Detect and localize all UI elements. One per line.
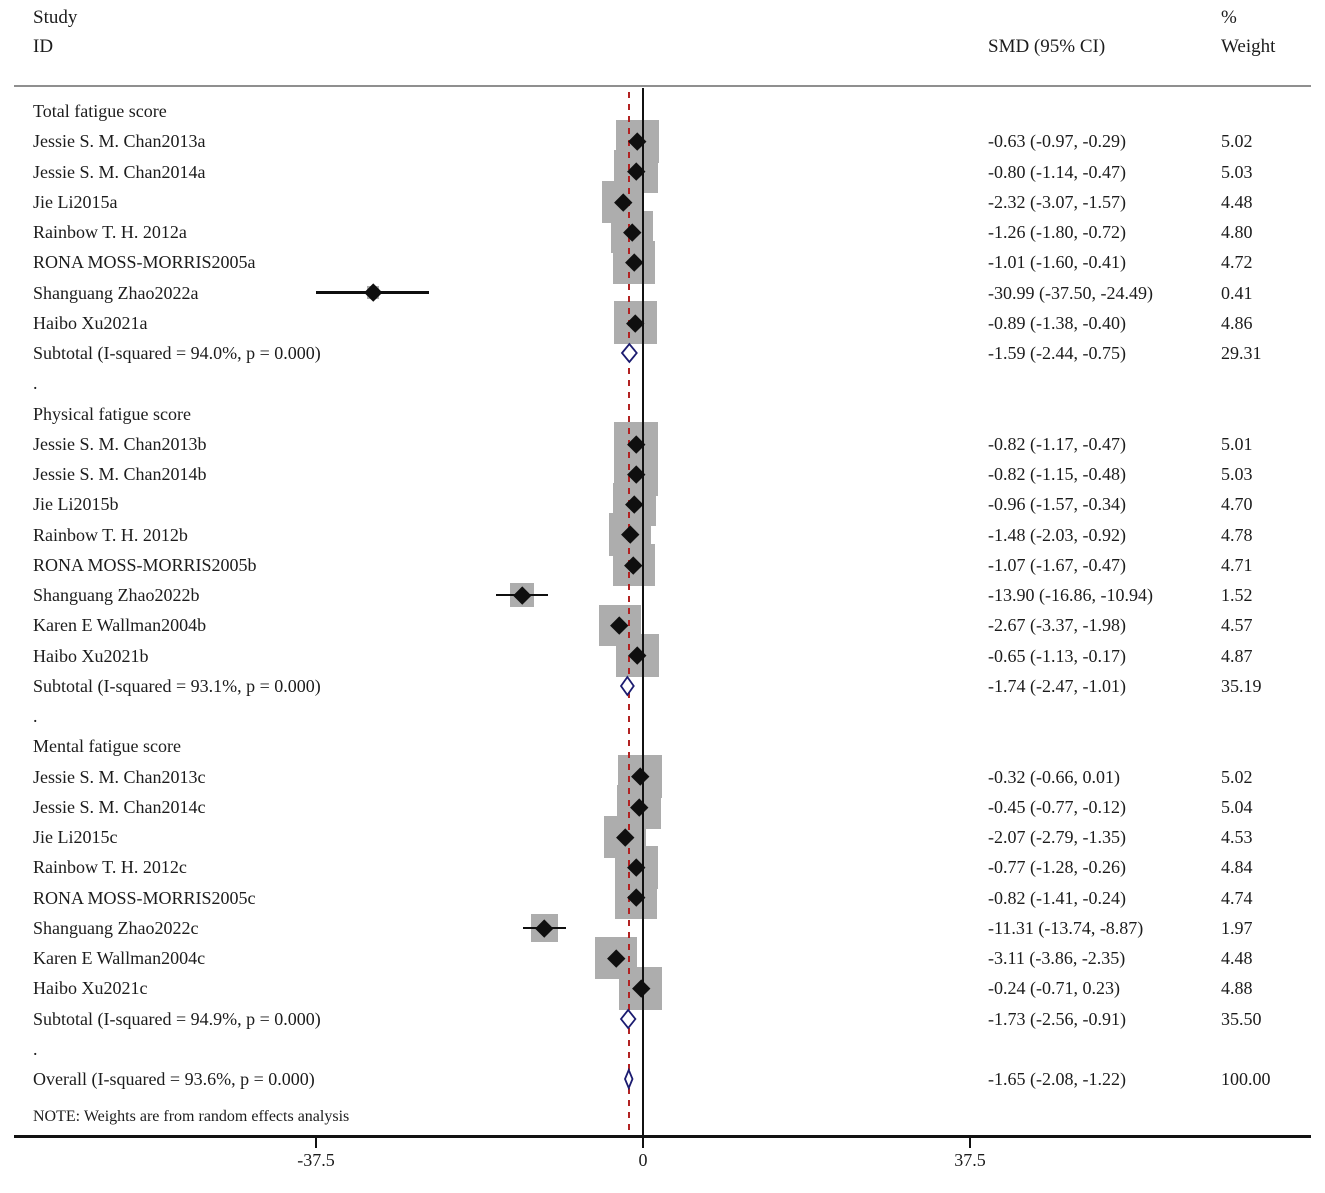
smd-ci-value: -2.67 (-3.37, -1.98) (988, 615, 1126, 636)
study-label: Karen E Wallman2004b (33, 615, 207, 636)
study-row (0, 489, 1325, 519)
smd-ci-value: -0.80 (-1.14, -0.47) (988, 161, 1126, 182)
subtotal-row (0, 1004, 1325, 1034)
column-header-id: ID (33, 36, 54, 57)
smd-ci-value: -0.82 (-1.15, -0.48) (988, 464, 1126, 484)
smd-ci-value: -0.77 (-1.28, -0.26) (988, 857, 1126, 878)
overall-row (0, 1064, 1325, 1094)
study-row (0, 852, 1325, 882)
subtotal-label: Subtotal (I-squared = 94.9%, p = 0.000) (33, 1008, 321, 1029)
study-label: RONA MOSS-MORRIS2005a (33, 252, 256, 273)
study-row (0, 973, 1325, 1003)
smd-ci-value: -1.07 (-1.67, -0.47) (988, 554, 1126, 575)
smd-ci-value: -3.11 (-3.86, -2.35) (988, 948, 1126, 968)
weight-value: 4.74 (1221, 887, 1253, 908)
smd-ci-value: -1.01 (-1.60, -0.41) (988, 252, 1126, 273)
group-label-row (0, 399, 1325, 429)
x-axis-line (14, 1135, 1311, 1138)
study-label: Rainbow T. H. 2012a (33, 222, 187, 242)
spacer-row (0, 701, 1325, 731)
spacer-row (0, 1034, 1325, 1064)
column-header-weight: Weight (1221, 36, 1276, 57)
spacer-dot: . (33, 706, 38, 726)
study-row (0, 429, 1325, 459)
weight-value: 5.02 (1221, 131, 1253, 152)
study-row (0, 641, 1325, 671)
smd-ci-value: -0.32 (-0.66, 0.01) (988, 766, 1120, 787)
study-label: Haibo Xu2021a (33, 312, 148, 333)
study-row (0, 157, 1325, 187)
study-label: Shanguang Zhao2022b (33, 585, 200, 605)
study-row (0, 126, 1325, 156)
spacer-row (0, 368, 1325, 398)
study-row (0, 943, 1325, 973)
smd-ci-value: -2.07 (-2.79, -1.35) (988, 827, 1126, 847)
weight-value: 1.52 (1221, 585, 1253, 605)
weight-value: 4.53 (1221, 827, 1253, 847)
study-label: Jessie S. M. Chan2013b (33, 433, 207, 454)
note-text: NOTE: Weights are from random effects analysis (33, 1108, 350, 1125)
weight-value: 4.72 (1221, 252, 1253, 273)
study-row (0, 520, 1325, 550)
weight-value: 4.71 (1221, 554, 1253, 575)
study-label: Shanguang Zhao2022c (33, 917, 199, 938)
weight-value: 5.03 (1221, 161, 1253, 182)
group-label-label: Total fatigue score (33, 101, 167, 121)
study-label: Haibo Xu2021c (33, 978, 148, 999)
study-row (0, 792, 1325, 822)
smd-ci-value: -1.65 (-2.08, -1.22) (988, 1069, 1126, 1089)
study-row (0, 550, 1325, 580)
subtotal-row (0, 338, 1325, 368)
weight-value: 4.80 (1221, 222, 1253, 242)
study-label: Karen E Wallman2004c (33, 948, 206, 968)
weight-value: 5.01 (1221, 433, 1253, 454)
weight-value: 0.41 (1221, 282, 1253, 303)
weight-value: 4.48 (1221, 948, 1253, 968)
group-label-row (0, 731, 1325, 761)
weight-value: 35.19 (1221, 675, 1262, 696)
study-label: Haibo Xu2021b (33, 645, 149, 666)
study-label: Jessie S. M. Chan2014a (33, 161, 206, 182)
study-label: Jessie S. M. Chan2014c (33, 796, 206, 817)
spacer-dot: . (33, 373, 38, 394)
study-row (0, 762, 1325, 792)
column-header-percent: % (1221, 7, 1237, 28)
x-axis-tick-label: 37.5 (954, 1150, 986, 1170)
smd-ci-value: -1.73 (-2.56, -0.91) (988, 1008, 1126, 1029)
study-row (0, 459, 1325, 489)
study-row (0, 217, 1325, 247)
smd-ci-value: -0.82 (-1.17, -0.47) (988, 433, 1126, 454)
smd-ci-value: -0.89 (-1.38, -0.40) (988, 312, 1126, 333)
weight-value: 100.00 (1221, 1069, 1271, 1089)
column-header-study: Study (33, 7, 78, 28)
weight-value: 5.03 (1221, 464, 1253, 484)
study-label: Jie Li2015a (33, 191, 118, 212)
study-label: Jessie S. M. Chan2013c (33, 766, 206, 787)
study-label: Jie Li2015b (33, 494, 119, 515)
x-axis-tick-label: -37.5 (297, 1150, 335, 1170)
smd-ci-value: -0.82 (-1.41, -0.24) (988, 887, 1126, 908)
weight-value: 4.86 (1221, 312, 1253, 333)
smd-ci-value: -1.59 (-2.44, -0.75) (988, 343, 1126, 363)
weight-value: 35.50 (1221, 1008, 1262, 1029)
study-row (0, 822, 1325, 852)
subtotal-label: Subtotal (I-squared = 94.0%, p = 0.000) (33, 343, 321, 363)
smd-ci-value: -13.90 (-16.86, -10.94) (988, 585, 1153, 605)
weight-value: 4.57 (1221, 615, 1253, 636)
study-row (0, 278, 1325, 308)
study-label: Jessie S. M. Chan2014b (33, 464, 207, 484)
x-axis-tick-label: 0 (638, 1150, 648, 1170)
weight-value: 4.84 (1221, 857, 1253, 878)
group-label-row (0, 96, 1325, 126)
study-row (0, 308, 1325, 338)
weight-value: 4.78 (1221, 524, 1253, 545)
smd-ci-value: -0.45 (-0.77, -0.12) (988, 796, 1126, 817)
weight-value: 5.02 (1221, 766, 1253, 787)
smd-ci-value: -0.63 (-0.97, -0.29) (988, 131, 1126, 152)
weight-value: 4.87 (1221, 645, 1253, 666)
study-label: Jie Li2015c (33, 827, 118, 847)
group-label-label: Physical fatigue score (33, 403, 191, 424)
smd-ci-value: -1.48 (-2.03, -0.92) (988, 524, 1126, 545)
smd-ci-value: -2.32 (-3.07, -1.57) (988, 191, 1126, 212)
smd-ci-value: -30.99 (-37.50, -24.49) (988, 282, 1153, 303)
study-label: RONA MOSS-MORRIS2005b (33, 554, 257, 575)
subtotal-label: Subtotal (I-squared = 93.1%, p = 0.000) (33, 675, 321, 696)
smd-ci-value: -0.24 (-0.71, 0.23) (988, 978, 1120, 999)
group-label-label: Mental fatigue score (33, 736, 181, 757)
smd-ci-value: -11.31 (-13.74, -8.87) (988, 917, 1144, 938)
smd-ci-value: -1.74 (-2.47, -1.01) (988, 675, 1126, 696)
smd-ci-value: -0.96 (-1.57, -0.34) (988, 494, 1126, 515)
study-row (0, 580, 1325, 610)
spacer-dot: . (33, 1038, 38, 1059)
weight-value: 5.04 (1221, 796, 1253, 817)
weight-value: 1.97 (1221, 917, 1253, 938)
subtotal-row (0, 671, 1325, 701)
study-label: RONA MOSS-MORRIS2005c (33, 887, 256, 908)
weight-value: 4.88 (1221, 978, 1253, 999)
study-row (0, 247, 1325, 277)
study-label: Rainbow T. H. 2012c (33, 857, 187, 878)
study-label: Rainbow T. H. 2012b (33, 524, 188, 545)
study-row (0, 883, 1325, 913)
smd-ci-value: -0.65 (-1.13, -0.17) (988, 645, 1126, 666)
weight-value: 29.31 (1221, 343, 1262, 363)
study-label: Shanguang Zhao2022a (33, 282, 199, 303)
weight-value: 4.48 (1221, 191, 1253, 212)
weight-value: 4.70 (1221, 494, 1253, 515)
study-row (0, 610, 1325, 640)
column-header-smd-ci: SMD (95% CI) (988, 36, 1106, 57)
study-row (0, 187, 1325, 217)
overall-label: Overall (I-squared = 93.6%, p = 0.000) (33, 1069, 315, 1089)
study-label: Jessie S. M. Chan2013a (33, 131, 206, 152)
study-row (0, 913, 1325, 943)
smd-ci-value: -1.26 (-1.80, -0.72) (988, 222, 1126, 242)
